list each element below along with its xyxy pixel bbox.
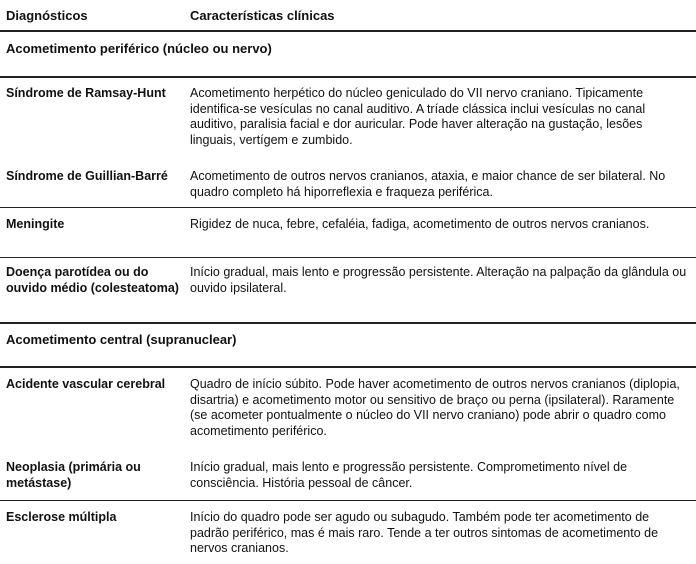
table-header [0, 8, 696, 28]
features-cell: Início gradual, mais lento e progressão persistente. Comprometimento nível de consciência. História pessoal de câncer. [190, 460, 628, 490]
section-rule [0, 366, 696, 368]
diagnosis-cell: Síndrome de Ramsay-Hunt [6, 86, 166, 100]
features-cell: Acometimento herpético do núcleo geniculado do VII nervo craniano. Tipicamente identifica-se vesículas no canal auditivo. A tríade clássica inclui vesículas no canal auditivo, paralisia facial e dor auricular. Pode haver alteração na gustação, lesões linguais, vertígem e zumbido. [190, 86, 646, 147]
section-rule [0, 322, 696, 324]
diagnosis-cell: Esclerose múltipla [6, 510, 117, 524]
diagnosis-cell: Acidente vascular cerebral [6, 377, 166, 391]
features-cell: Início do quadro pode ser agudo ou subagudo. Também pode ter acometimento de padrão periférico, mas é mais raro. Tende a ter outros sintomas de acometimento de nervos cranianos. [190, 510, 659, 555]
row-rule [0, 257, 696, 258]
row-rule [0, 500, 696, 501]
diagnosis-cell: Doença parotídea ou do ouvido médio (colesteatoma) [6, 265, 179, 295]
section-title-peripheral: Acometimento periférico (núcleo ou nervo) [6, 41, 272, 56]
section-rule [0, 76, 696, 78]
features-cell: Quadro de início súbito. Pode haver acometimento de outros nervos cranianos (diplopia, disartria) e acometimento motor ou sensitivo de braço ou perna (ipsilateral). Raramente (se acometer pontualmente o núcleo do VII nervo craniano) pode abrir o quadro como acometimento periférico. [190, 377, 680, 438]
header-rule [0, 30, 696, 32]
features-cell: Acometimento de outros nervos cranianos, ataxia, e maior chance de ser bilateral. No quadro completo há hiporreflexia e fraqueza periférica. [190, 169, 666, 199]
diagnosis-cell: Meningite [6, 217, 65, 231]
section-title-central: Acometimento central (supranuclear) [6, 332, 237, 347]
row-rule [0, 207, 696, 208]
diagnosis-cell: Neoplasia (primária ou metástase) [6, 460, 141, 490]
features-cell: Início gradual, mais lento e progressão persistente. Alteração na palpação da glândula ou ouvido ipsilateral. [190, 265, 687, 295]
header-clinical-features: Características clínicas [190, 8, 335, 23]
header-diagnosis: Diagnósticos [6, 8, 88, 23]
features-cell: Rigidez de nuca, febre, cefaléia, fadiga, acometimento de outros nervos cranianos. [190, 217, 650, 231]
diagnosis-cell: Síndrome de Guillian-Barré [6, 169, 168, 183]
